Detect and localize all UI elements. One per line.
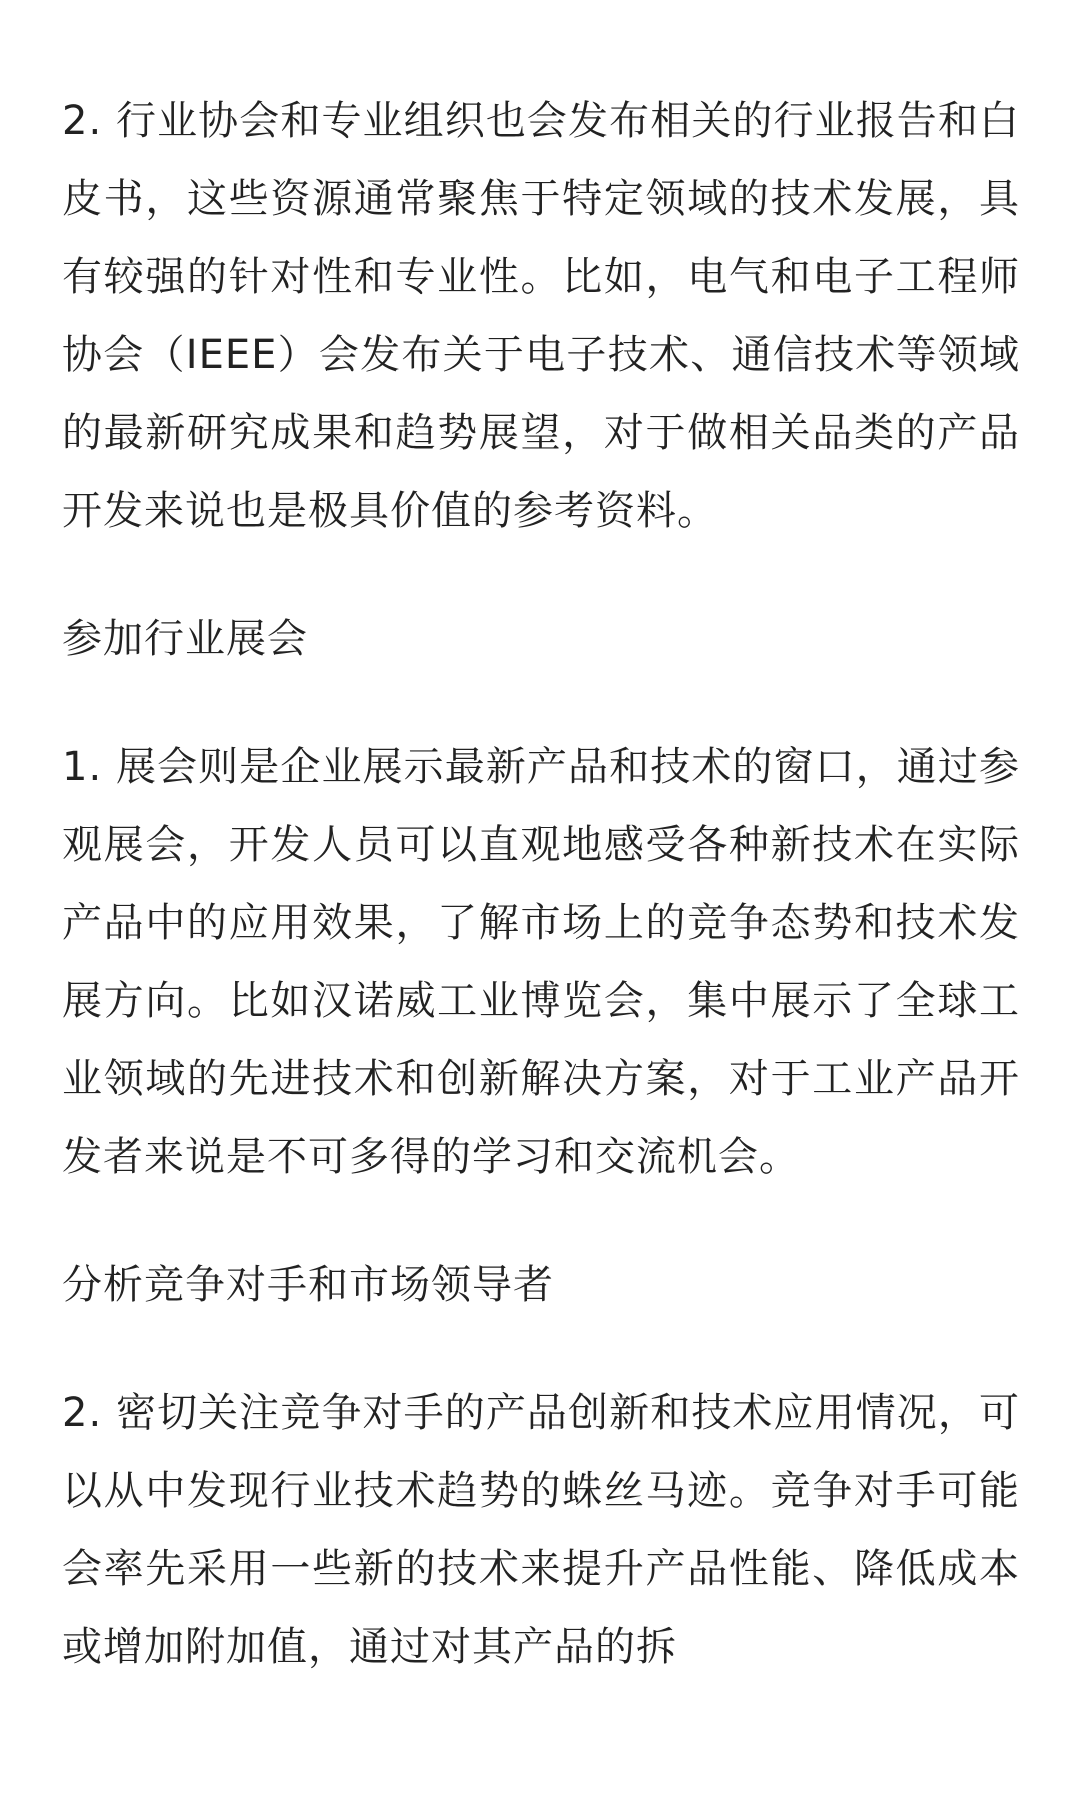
section-heading-exhibitions: 参加行业展会 [62, 616, 308, 662]
section-heading-competitors: 分析竞争对手和市场领导者 [62, 1262, 554, 1308]
paragraph-competitors: 2. 密切关注竞争对手的产品创新和技术应用情况，可以从中发现行业技术趋势的蛛丝马迹。竞争对手可能会率先采用一些新的技术来提升产品性能、降低成本或增加附加值，通过对其产品的拆 [62, 1390, 1020, 1670]
paragraph-industry-reports: 2. 行业协会和专业组织也会发布相关的行业报告和白皮书，这些资源通常聚焦于特定领域的技术发展，具有较强的针对性和专业性。比如，电气和电子工程师协会（IEEE）会发布关于电子技术、通信技术等领域的最新研究成果和趋势展望，对于做相关品类的产品开发来说也是极具价值的参考资料。 [62, 98, 1020, 534]
paragraph-exhibitions: 1. 展会则是企业展示最新产品和技术的窗口，通过参观展会，开发人员可以直观地感受各种新技术在实际产品中的应用效果，了解市场上的竞争态势和技术发展方向。比如汉诺威工业博览会，集中展示了全球工业领域的先进技术和创新解决方案，对于工业产品开发者来说是不可多得的学习和交流机会。 [62, 744, 1020, 1180]
